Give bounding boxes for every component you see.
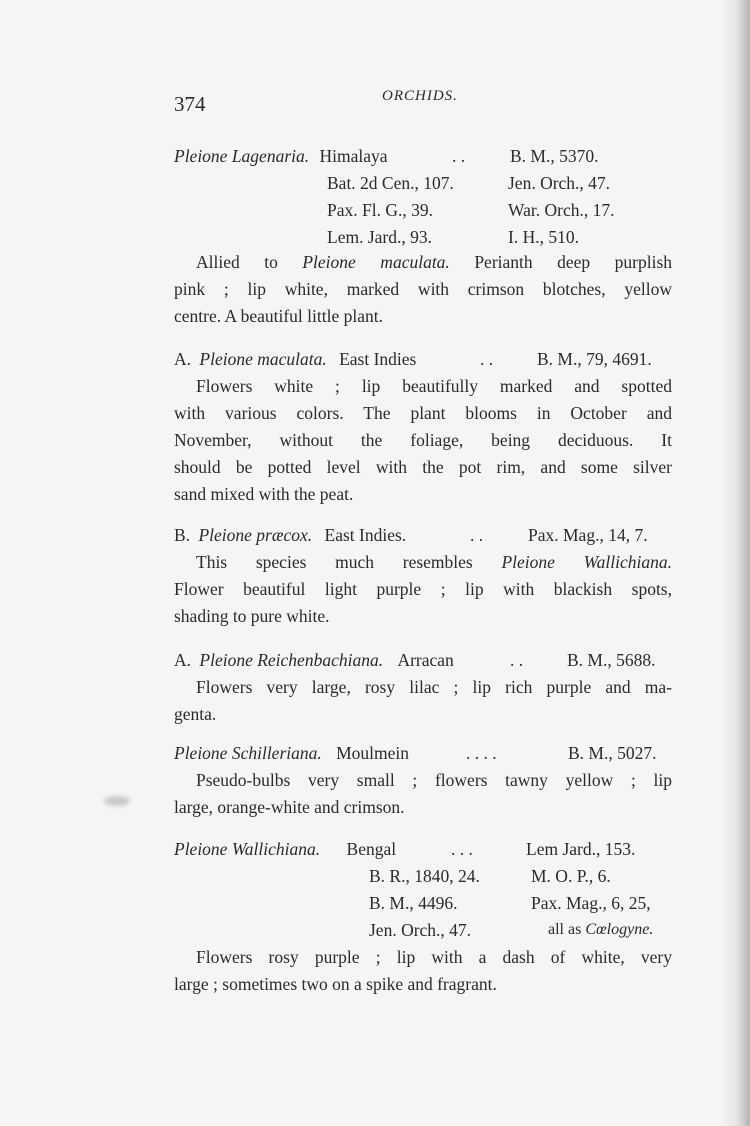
leader-dots: . . .: [451, 839, 473, 859]
description-line: Flowers very large, rosy lilac ; lip rich purple and ma-: [196, 677, 672, 697]
grade-letter: B.: [174, 525, 191, 545]
running-head: ORCHIDS.: [382, 88, 458, 104]
text: all as: [548, 921, 582, 938]
ink-smudge: [104, 796, 130, 806]
description-line: large ; sometimes two on a spike and fragrant.: [174, 974, 497, 994]
species-reference: Pleione maculata.: [302, 252, 450, 272]
origin: East Indies: [339, 349, 417, 369]
entry-lagenaria-heading: [174, 148, 388, 166]
reference: Pax. Mag., 14, 7.: [528, 525, 648, 545]
entry-maculata-heading: [174, 351, 416, 369]
description-line: [196, 554, 672, 572]
reference: B. M., 5027.: [568, 743, 657, 763]
species-name: Pleione præcox.: [198, 525, 313, 545]
reference: Lem Jard., 153.: [526, 839, 636, 859]
origin: Bengal: [346, 839, 397, 859]
description-line: sand mixed with the peat.: [174, 484, 354, 504]
species-name: Pleione Wallichiana.: [174, 839, 321, 859]
reference: Bat. 2d Cen., 107.: [327, 173, 454, 193]
description-line: Pseudo-bulbs very small ; flowers tawny yellow ; lip: [196, 770, 672, 790]
reference: [548, 922, 653, 938]
entry-praecox-heading: [174, 527, 406, 545]
reference: B. M., 5688.: [567, 650, 656, 670]
reference: B. M., 5370.: [510, 146, 599, 166]
reference: Lem. Jard., 93.: [327, 227, 432, 247]
description-line: shading to pure white.: [174, 606, 330, 626]
reference: Pax. Fl. G., 39.: [327, 200, 433, 220]
description-line: should be potted level with the pot rim, and some silver: [174, 457, 672, 477]
description-line: Flowers white ; lip beautifully marked and spotted: [196, 376, 672, 396]
text: This species much resembles: [196, 552, 473, 572]
origin: Arracan: [397, 650, 454, 670]
reference: B. M., 79, 4691.: [537, 349, 652, 369]
species-reference: Pleione Wallichiana.: [501, 552, 672, 572]
leader-dots: . .: [470, 525, 484, 545]
description-line: Flowers rosy purple ; lip with a dash of white, very: [196, 947, 672, 967]
origin: East Indies.: [324, 525, 407, 545]
description-line: pink ; lip white, marked with crimson blotches, yellow: [174, 279, 672, 299]
leader-dots: . .: [510, 650, 524, 670]
text: Allied to: [196, 252, 278, 272]
page-edge-shadow: [736, 0, 750, 1126]
description-line: [196, 254, 672, 272]
grade-letter: A.: [174, 650, 192, 670]
text: Perianth deep purplish: [474, 252, 673, 272]
leader-dots: . . . .: [466, 743, 497, 763]
description-line: November, without the foliage, being deciduous. It: [174, 430, 672, 450]
leader-dots: . .: [480, 349, 494, 369]
species-name: Pleione Lagenaria.: [174, 146, 310, 166]
entry-schilleriana-heading: [174, 745, 409, 763]
origin: Himalaya: [319, 146, 388, 166]
leader-dots: . .: [452, 146, 466, 166]
species-name: Pleione Schilleriana.: [174, 743, 322, 763]
genus-name: Cœlogyne.: [585, 921, 654, 938]
description-line: Flower beautiful light purple ; lip with blackish spots,: [174, 579, 672, 599]
description-line: large, orange-white and crimson.: [174, 797, 405, 817]
reference: Pax. Mag., 6, 25,: [531, 893, 651, 913]
species-name: Pleione maculata.: [199, 349, 327, 369]
grade-letter: A.: [174, 349, 192, 369]
reference: I. H., 510.: [508, 227, 579, 247]
reference: M. O. P., 6.: [531, 866, 611, 886]
origin: Moulmein: [336, 743, 410, 763]
entry-wallichiana-heading: [174, 841, 396, 859]
description-line: with various colors. The plant blooms in October and: [174, 403, 672, 423]
reference: War. Orch., 17.: [508, 200, 615, 220]
reference: Jen. Orch., 47.: [369, 920, 472, 940]
description-line: centre. A beautiful little plant.: [174, 306, 383, 326]
reference: B. R., 1840, 24.: [369, 866, 480, 886]
page-number: 374: [174, 92, 206, 116]
reference: B. M., 4496.: [369, 893, 458, 913]
species-name: Pleione Reichenbachiana.: [199, 650, 384, 670]
description-line: genta.: [174, 704, 217, 724]
entry-reichenbachiana-heading: [174, 652, 454, 670]
reference: Jen. Orch., 47.: [508, 173, 611, 193]
